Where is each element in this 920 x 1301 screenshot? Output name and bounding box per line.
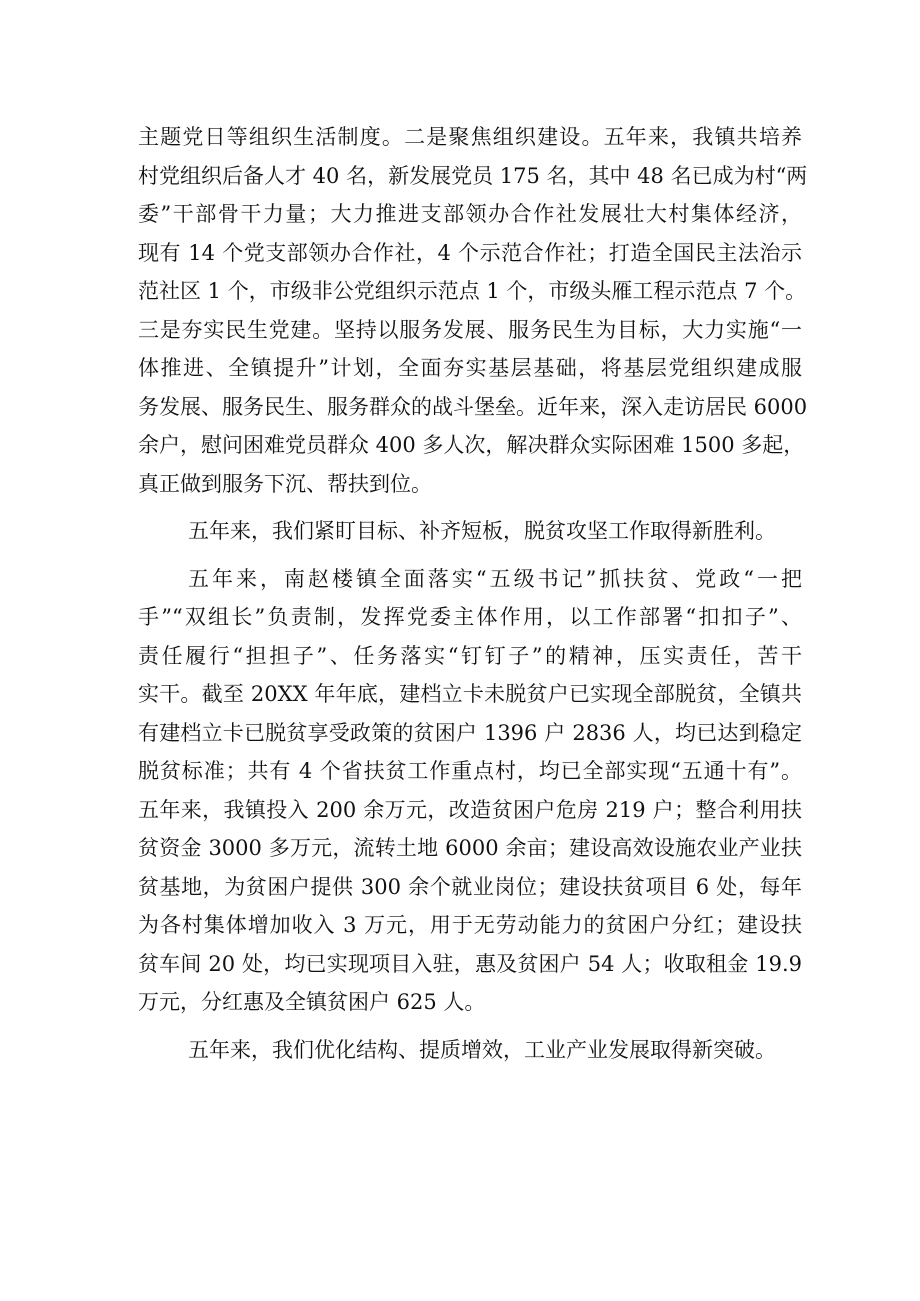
text-line: 五年来，南赵楼镇全面落实“五级书记”抓扶贫、党政“一把: [188, 566, 802, 591]
text-line: 真正做到服务下沉、帮扶到位。: [138, 471, 432, 496]
paragraph-heading: [138, 512, 802, 551]
text-line: 脱贫标准；共有 4 个省扶贫工作重点村，均已全部实现“五通十有”。: [138, 759, 802, 783]
text-line: 五年来，我们紧盯目标、补齐短板，脱贫攻坚工作取得新胜利。: [188, 519, 776, 543]
text-line: 贫基地，为贫困户提供 300 余个就业岗位；建设扶贫项目 6 处，每年: [138, 874, 802, 899]
text-line: 现有 14 个党支部领办合作社，4 个示范合作社；打造全国民主法治示: [138, 240, 802, 265]
text-line: 范社区 1 个，市级非公党组织示范点 1 个，市级头雁工程示范点 7 个。: [138, 279, 807, 303]
text-line: 主题党日等组织生活制度。二是聚焦组织建设。五年来，我镇共培养: [138, 125, 802, 149]
paragraph: [138, 560, 802, 1022]
text-line: 务发展、服务民生、服务群众的战斗堡垒。近年来，深入走访居民 6000: [138, 394, 808, 419]
text-line: 三是夯实民生党建。坚持以服务发展、服务民生为目标，大力实施“一: [138, 317, 802, 342]
text-line: 为各村集体增加收入 3 万元，用于无劳动能力的贫困户分红；建设扶: [138, 913, 802, 937]
text-line: 实干。截至 20XX 年年底，建档立卡未脱贫户已实现全部脱贫，全镇共: [138, 682, 802, 706]
text-line: 贫车间 20 处，均已实现项目入驻，惠及贫困户 54 人；收取租金 19.9: [138, 951, 802, 976]
text-line: 村党组织后备人才 40 名，新发展党员 175 名，其中 48 名已成为村“两: [138, 163, 808, 188]
text-line: 万元，分红惠及全镇贫困户 625 人。: [138, 990, 486, 1014]
text-line: 有建档立卡已脱贫享受政策的贫困户 1396 户 2836 人，均已达到稳定: [138, 720, 802, 745]
paragraph-heading: [138, 1031, 802, 1070]
paragraph: [138, 118, 808, 503]
body-text: [138, 118, 808, 1069]
text-line: 五年来，我镇投入 200 余万元，改造贫困户危房 219 户；整合利用扶: [138, 797, 802, 822]
text-line: 余户，慰问困难党员群众 400 多人次，解决群众实际困难 1500 多起，: [138, 433, 805, 457]
text-line: 贫资金 3000 多万元，流转土地 6000 余亩；建设高效设施农业产业扶: [138, 836, 802, 860]
text-line: 委”干部骨干力量；大力推进支部领办合作社发展壮大村集体经济，: [138, 202, 802, 226]
text-line: 责任履行“担担子”、任务落实“钉钉子”的精神，压实责任，苦干: [138, 643, 802, 668]
text-line: 手”“双组长”负责制，发挥党委主体作用，以工作部署“扣扣子”、: [138, 605, 802, 629]
text-line: 体推进、全镇提升”计划，全面夯实基层基础，将基层党组织建成服: [138, 356, 802, 380]
text-line: 五年来，我们优化结构、提质增效，工业产业发展取得新突破。: [188, 1037, 776, 1062]
